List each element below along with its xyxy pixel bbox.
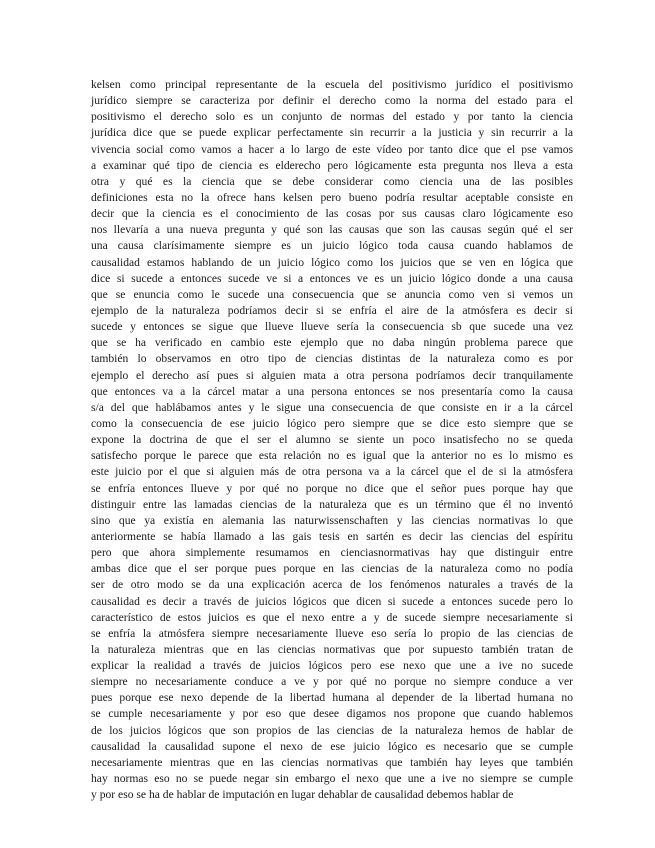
text-line: dice si sucede a entonces sucede ve si a entonces ve es un juicio lógico donde a una causa: [91, 271, 573, 285]
text-line: jurídico siempre se caracteriza por definir el derecho como la norma del estado para el: [91, 94, 573, 108]
text-line: satisfecho porque le parece que esta relación no es igual que la anterior no es lo mismo es: [91, 449, 573, 463]
text-line: se cumple necesariamente y por eso que desee digamos nos propone que cuando hablemos: [91, 707, 573, 721]
text-line: causalidad la causalidad supone el nexo de ese juicio lógico es necesario que se cumple: [91, 739, 573, 753]
text-line: causalidad es decir a través de juicios lógicos que dicen si sucede a entonces sucede pero lo: [91, 594, 573, 608]
text-line: decir que la ciencia es el conocimiento de las cosas por sus causas claro lógicamente eso: [91, 207, 573, 221]
text-line: se enfría entonces llueve y por qué no porque no dice que el señor pues porque hay que: [91, 481, 573, 495]
text-line: que se enuncia como le sucede una consecuencia que se anuncia como ven si vemos un: [91, 287, 573, 301]
text-line: y por eso se ha de hablar de imputación en lugar dehablar de causalidad debemos hablar de: [91, 788, 514, 802]
text-line: como la consecuencia de ese juicio lógico pero siempre que se dice esto siempre que se: [91, 416, 573, 430]
text-line: anteriormente se había llamado a las gais tesis en sartén es decir las ciencias del espíritu: [91, 529, 573, 543]
text-line: hay normas eso no se puede negar sin embargo el nexo que une a ive no siempre se cumple: [91, 772, 573, 786]
text-line: kelsen como principal representante de la escuela del positivismo jurídico el positivismo: [91, 78, 573, 91]
text-line: la naturaleza mientras que en las ciencias normativas que por supuesto también tratan de: [91, 642, 573, 656]
text-line: otra y qué es la ciencia que se debe considerar como ciencia una de las posibles: [91, 174, 573, 188]
text-line: característico de estos juicios es que el nexo entre a y de sucede siempre necesariamente si: [91, 610, 573, 624]
text-line: nos llevaría a una nueva pregunta y qué son las causas que son las causas según qué el ser: [91, 223, 573, 237]
text-line: vivencia social como vamos a hacer a lo largo de este vídeo por tanto dice que el pse vamos: [91, 142, 573, 156]
text-line: ser de otro modo se da una explicación acerca de los fenómenos naturales a través de la: [91, 578, 573, 592]
text-line: s/a del que hablábamos antes y le sigue una consecuencia de que consiste en ir a la cárcel: [91, 400, 573, 414]
text-line: distinguir entre las lamadas ciencias de la naturaleza que es un término que él no inventó: [91, 497, 573, 511]
text-line: sino que ya existía en alemania las naturwissenschaften y las ciencias normativas lo que: [91, 513, 573, 527]
text-line: definiciones esta no la ofrece hans kelsen pero bueno podría resultar aceptable consiste en: [91, 190, 573, 204]
text-line: causalidad estamos hablando de un juicio lógico como los juicios que se ven en lógica que: [91, 255, 573, 269]
text-line: a examinar qué tipo de ciencia es elderecho pero lógicamente esta pregunta nos lleva a esta: [91, 158, 573, 172]
text-line: que entonces va a la cárcel matar a una persona entonces se nos presentaría como la causa: [91, 384, 573, 398]
text-line: necesariamente mientras que en las ciencias normativas que también hay leyes que también: [91, 755, 573, 769]
text-line: una causa clarísimamente siempre es un juicio lógico toda causa cuando hablamos de: [91, 239, 573, 253]
text-line: de los juicios lógicos que son propios de las ciencias de la naturaleza hemos de hablar de: [91, 723, 573, 737]
text-line: sucede y entonces se sigue que llueve llueve sería la consecuencia sb que sucede una vez: [91, 320, 573, 334]
text-line: siempre no necesariamente conduce a ve y por qué no porque no siempre conduce a ver: [91, 675, 573, 689]
text-line: este juicio por el que si alguien más de otra persona va a la cárcel que el de si la atmósfera: [91, 465, 573, 479]
text-line: ejemplo de la naturaleza podríamos decir si se enfría el aire de la atmósfera es decir si: [91, 303, 573, 317]
text-line: también lo observamos en otro tipo de ciencias distintas de la naturaleza como es por: [91, 352, 573, 366]
text-line: jurídica dice que se puede explicar perfectamente sin recurrir a la justicia y sin recurrir a la: [91, 126, 573, 140]
text-line: ambas dice que el ser porque pues porque en las ciencias de la naturaleza como no podía: [91, 562, 573, 576]
text-line: pues porque ese nexo depende de la libertad humana al depender de la libertad humana no: [91, 691, 573, 705]
text-line: se enfría la atmósfera siempre necesariamente llueve eso sería lo propio de las ciencias de: [91, 626, 573, 640]
text-line: ejemplo el derecho así pues si alguien mata a otra persona podríamos decir tranquilamente: [91, 368, 573, 382]
text-line: expone la doctrina de que el ser el alumno se siente un poco insatisfecho no se queda: [91, 433, 573, 447]
text-line: pero que ahora simplemente resumamos en cienciasnormativas hay que distinguir entre: [91, 546, 573, 560]
body-text: [91, 77, 573, 803]
text-line: positivismo el derecho solo es un conjunto de normas del estado y por tanto la ciencia: [91, 110, 573, 124]
text-line: explicar la realidad a través de juicios lógicos pero ese nexo que une a ive no sucede: [91, 659, 573, 673]
text-line: que se ha verificado en cambio este ejemplo que no daba ningún problema parece que: [91, 336, 573, 350]
